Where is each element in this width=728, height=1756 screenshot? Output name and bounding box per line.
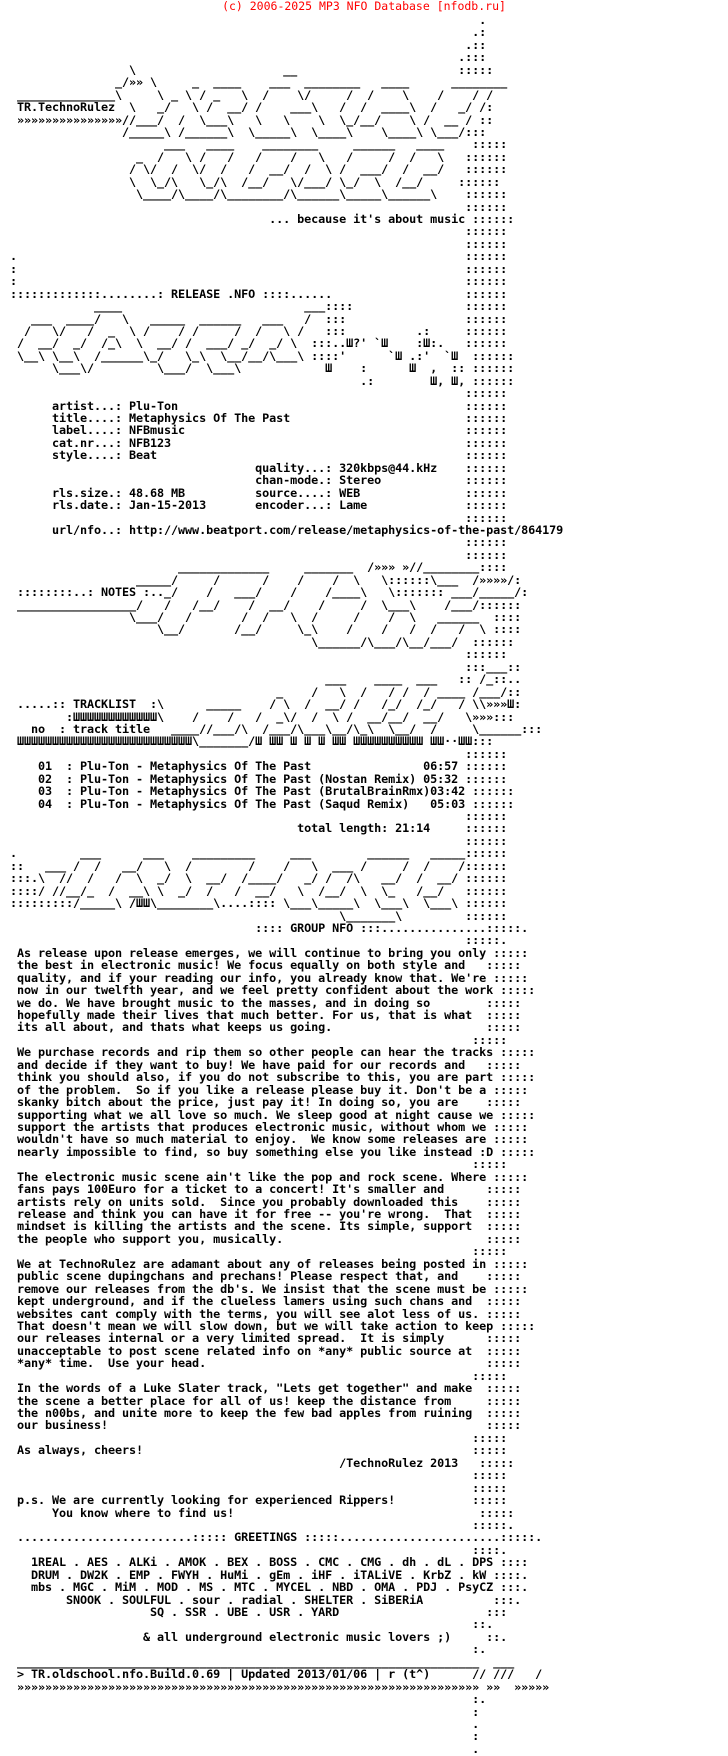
- nfo-line: its all about, and thats what keeps us going. :::::: [10, 1020, 522, 1035]
- nfo-line: :: [10, 1729, 480, 1744]
- nfo-line: quality...: 320kbps@44.kHz ::::::: [10, 460, 508, 475]
- nfo-line: supporting what we all love so much. We sleep good at night cause we :::::: [10, 1107, 536, 1122]
- nfo-line: That doesn't mean we will slow down, but we will take action to keep :::::: [10, 1318, 536, 1333]
- nfo-line: ::::/ //__/_ / __\ \ _/ / / __/ \ /__/ \ \_ /__/ ::::::: [10, 883, 508, 898]
- nfo-line: As always, cheers! :::::: [10, 1443, 508, 1458]
- nfo-line: cat.nr...: NFB123 ::::::: [10, 435, 508, 450]
- nfo-text-body: [10, 14, 563, 1755]
- nfo-line: and decide if they want to buy! We have paid for our records and :::::: [10, 1057, 522, 1072]
- nfo-line: DRUM . DW2K . EMP . FWYH . HuMi . gEm . iHF . iTALiVE . KrbZ . kW ::::.: [10, 1567, 529, 1582]
- nfo-line: »»»»»»»»»»»»»»»//___/ / \___\ \ \ \ \_/__/ \ / __ / ::: [10, 112, 494, 127]
- nfo-line: 03 : Plu-Ton - Metaphysics Of The Past (BrutalBrainRmx)03:42 ::::::: [10, 784, 515, 799]
- nfo-line: / \/ / _ \ / / / / / \ / ::: .: ::::::: [10, 323, 508, 338]
- nfo-line: \___/ / / / \ / / / \ ______ ::::: [10, 610, 522, 624]
- nfo-line: \ __ :::::: [10, 62, 494, 77]
- nfo-line: our business! :::::: [10, 1418, 522, 1433]
- nfo-line: ___ ____ ___ :: /_::..: [10, 672, 522, 687]
- nfo-line: :::.\ // / / \ _/ \ __/ /____/ _/ / /\ __/ / __/ ::::::: [10, 871, 508, 886]
- nfo-line: 01 : Plu-Ton - Metaphysics Of The Past 06:57 ::::::: [10, 759, 508, 774]
- nfo-line: In the words of a Luke Slater track, "Lets get together" and make :::::: [10, 1381, 522, 1396]
- nfo-line: \__/ /__/ \_\ / / / / / \ ::::: [10, 622, 522, 637]
- nfo-line: ::.: [10, 1617, 494, 1632]
- nfo-line: > TR.oldschool.nfo.Build.0.69 | Updated 2013/01/06 | r (t^) // /// /: [10, 1667, 543, 1682]
- nfo-line: : ::::::: [10, 261, 508, 276]
- nfo-line: support the artists that produces electronic music, without whom we :::::: [10, 1119, 529, 1134]
- nfo-line: ____ ___:::: ::::::: [10, 299, 508, 314]
- nfo-line: :.: [10, 1692, 487, 1707]
- nfo-line: ___ ____ ________ ______ ____ :::::: [10, 137, 508, 152]
- nfo-line: ___ ____/ \ _____ ______ ___ / ::: ::::::: [10, 311, 508, 326]
- nfo-line: style....: Beat ::::::: [10, 448, 508, 463]
- nfo-line: url/nfo..: http://www.beatport.com/release/metaphysics-of-the-past/864179: [10, 522, 564, 537]
- nfo-line: You know where to find us! :::::: [10, 1505, 515, 1520]
- nfo-line: ::::::::..: NOTES :.._/ / ___/ / /____\ \::::::: ___/_____/:: [10, 585, 529, 600]
- nfo-line: _/»» \ _ ____ ___ ________ ____ ________: [10, 75, 508, 90]
- nfo-line: /TechnoRulez 2013 :::::: [10, 1455, 515, 1470]
- nfo-line: / \/ / \/ / / __/ / \ / ___/ / __/ ::::::: [10, 162, 508, 177]
- nfo-line: / __/ _/ /_\ \ __/ / ___/ _/ _/ \ :::..Ш?' `Ш :Ш:. ::::::: [10, 336, 508, 351]
- nfo-line: .: [10, 1741, 480, 1756]
- nfo-line: artists rely on units sold. Since you probably downloaded this :::::: [10, 1194, 522, 1209]
- nfo-line: remove our releases from the db's. We insist that the scene must be :::::: [10, 1281, 529, 1296]
- nfo-line: »»»»»»»»»»»»»»»»»»»»»»»»»»»»»»»»»»»»»»»»»»»»»»»»»»»»»»»»»»»»»»»»»» »» »»»»»: [10, 1679, 550, 1694]
- nfo-line: ... because it's about music ::::::: [10, 212, 515, 226]
- nfo-line: .....:: TRACKLIST :\ _____ / \ / __/ / /_/ /_/ / \\»»»Ш:: [10, 697, 522, 712]
- nfo-line: ::::::: [10, 199, 508, 214]
- nfo-line: ::::::: [10, 833, 508, 848]
- nfo-line: ::::::: [10, 224, 508, 239]
- nfo-line: ::::::: [10, 386, 508, 401]
- nfo-line: :::::: [10, 1368, 508, 1383]
- nfo-line: artist...: Plu-Ton ::::::: [10, 398, 508, 413]
- nfo-line: the best in electronic music! We focus equally on both style and :::::: [10, 958, 522, 973]
- nfo-line: _ / \ / / / / \ / / / \ ::::::: [10, 149, 508, 164]
- nfo-line: ШШШШШШШШШШШШШШШШШШШШШШШШШ\_______/Ш ШШ Ш Ш Ш ШШ ШШШШШШШШШШ ШШ··ШШ:::: [10, 734, 494, 749]
- nfo-line: TR.TechnoRulez \ _/ \ / __/ / ___\ / / ____\ / _/ /:: [10, 100, 494, 115]
- nfo-line: p.s. We are currently looking for experienced Rippers! :::::: [10, 1493, 508, 1508]
- nfo-line: ::::::: [10, 647, 508, 662]
- nfo-line: :.: [10, 1642, 487, 1657]
- nfo-line: ::::::: [10, 746, 508, 761]
- nfo-line: .:: [10, 25, 487, 40]
- nfo-line: :::::: [10, 1157, 508, 1172]
- nfo-line: .........................::::: GREETINGS :::::.......................:::::.: [10, 1530, 543, 1545]
- nfo-line: :::::.: [10, 933, 508, 948]
- nfo-line: rls.size.: 48.68 MB source....: WEB ::::::: [10, 485, 508, 500]
- nfo-line: :: [10, 1704, 480, 1719]
- nfo-line: \ \_/\ \_/\ /__/ \/___/ \_/ \ /__/ ::::::: [10, 174, 501, 189]
- nfo-line: \_______\ ::::::: [10, 908, 508, 923]
- nfo-line: 04 : Plu-Ton - Metaphysics Of The Past (Saqud Remix) 05:03 ::::::: [10, 796, 515, 811]
- nfo-line: . ::::::: [10, 249, 508, 264]
- nfo-line: *any* time. Use your head. :::::: [10, 1356, 522, 1371]
- nfo-line: As release upon release emerges, we will continue to bring you only :::::: [10, 945, 529, 960]
- nfo-line: ::::::: [10, 547, 508, 562]
- nfo-line: :::::: [10, 1430, 508, 1445]
- nfo-line: :::::::::/_____\ /ШШ\________\....:::: \___\_____\ \___\ \___\ ::::::: [10, 896, 508, 911]
- nfo-line: ::::.: [10, 1542, 508, 1557]
- nfo-line: SQ . SSR . UBE . USR . YARD :::: [10, 1605, 508, 1619]
- nfo-line: :::::: [10, 1480, 508, 1495]
- nfo-line: release and think you can have it for free -- you're wrong. That :::::: [10, 1207, 522, 1221]
- nfo-line: \___\/ \___/ \___\ Ш : Ш , :: ::::::: [10, 361, 515, 376]
- nfo-line: & all underground electronic music lovers ;) ::.: [10, 1629, 508, 1644]
- nfo-line: .:::: [10, 50, 487, 65]
- nfo-line: label....: NFBmusic ::::::: [10, 423, 508, 438]
- nfo-line: kept underground, and if the clueless lamers using such chans and :::::: [10, 1294, 522, 1309]
- nfo-line: chan-mode.: Stereo ::::::: [10, 473, 508, 488]
- nfo-line: _________________/ / /__/ / __/ / / \___\ /___/::::::: [10, 597, 522, 612]
- nfo-line: rls.date.: Jan-15-2013 encoder...: Lame ::::::: [10, 498, 508, 513]
- nfo-line: :ШШШШШШШШШШШШ\ / / / _\/ / \ / __/__/ __/ \»»»:::: [10, 709, 515, 724]
- nfo-line: 02 : Plu-Ton - Metaphysics Of The Past (Nostan Remix) 05:32 ::::::: [10, 771, 508, 786]
- nfo-line: wouldn't have so much material to enjoy. We know some releases are :::::: [10, 1132, 529, 1147]
- nfo-line: :::::.: [10, 1517, 515, 1532]
- nfo-line: total length: 21:14 ::::::: [10, 821, 508, 836]
- nfo-line: _____________ _______ /»»» »//________::::: [10, 560, 508, 575]
- nfo-line: the n00bs, and unite more to keep the few bad apples from ruining :::::: [10, 1406, 522, 1420]
- nfo-line: \______/\___/\__/___/ ::::::: [10, 634, 515, 649]
- nfo-line: We at TechnoRulez are adamant about any of releases being posted in :::::: [10, 1256, 529, 1271]
- nfo-line: the people who support you, musically. :::::: [10, 1231, 522, 1246]
- nfo-line: \____/\____/\________/\______\_____\______\ ::::::: [10, 187, 508, 202]
- nfo-line: :::::::::::::........: RELEASE .NFO ::::...... ::::::: [10, 286, 508, 301]
- nfo-line: ::::::: [10, 236, 508, 251]
- nfo-line: _____/ / / / / \ \::::::\___ /»»»»/:: [10, 572, 522, 587]
- nfo-line: .::: [10, 37, 487, 52]
- nfo-line: fans pays 100Euro for a ticket to a concert! It's smaller and :::::: [10, 1182, 522, 1197]
- nfo-line: no : track title ____//___/\ /___/\___\__/\_\ \__/ / \______:::: [10, 721, 543, 736]
- nfo-line: unacceptable to post scene related info on *any* public source at :::::: [10, 1343, 522, 1358]
- nfo-line: ______________\ \ _ \ / _ \ / \/ / / \ / / /: [10, 87, 494, 102]
- nfo-line: /_____\ /______\ \_____\ \____\ \____\ \___/:::: [10, 124, 487, 139]
- nfo-line: nearly impossible to find, so buy something else you like instead :D :::::: [10, 1144, 536, 1159]
- nfo-line: ::::::: [10, 510, 508, 525]
- nfo-line: public scene dupingchans and prechans! Please respect that, and :::::: [10, 1269, 522, 1284]
- nfo-line: websites cant comply with the terms, you will see alot less of us. :::::: [10, 1306, 522, 1321]
- nfo-line: title....: Metaphysics Of The Past ::::::: [10, 411, 508, 425]
- nfo-line: now in our twelfth year, and we feel pretty confident about the work :::::: [10, 983, 536, 998]
- nfo-line: hopefully made their lives that much better. For us, that is what :::::: [10, 1008, 522, 1022]
- nfo-line: mindset is killing the artists and the scene. Its simple, support :::::: [10, 1219, 522, 1234]
- nfo-line: :::___::: [10, 659, 522, 674]
- nfo-line: . ___ ___ _________ ___ ______ _____::::::: [10, 846, 508, 861]
- nfo-line: our releases internal or a very limited spread. It is simply :::::: [10, 1331, 522, 1346]
- nfo-line: :::: GROUP NFO :::...............:::::.: [10, 920, 529, 935]
- nfo-line: 1REAL . AES . ALKi . AMOK . BEX . BOSS . CMC . CMG . dh . dL . DPS ::::: [10, 1555, 529, 1570]
- nfo-line: We purchase records and rip them so other people can hear the tracks :::::: [10, 1045, 536, 1060]
- nfo-line: .: [10, 13, 487, 27]
- nfo-line: quality, and if your reading our info, you already know that. We're :::::: [10, 970, 529, 985]
- nfo-line: : ::::::: [10, 274, 508, 289]
- nfo-line: we do. We have brought music to the masses, and in doing so :::::: [10, 995, 522, 1010]
- nfo-line: \__\ \__\ /______\_/ \_\ \__/__/\___\ ::::' `Ш .:' `Ш ::::::: [10, 348, 515, 363]
- nfo-line: think you should also, if you do not subscribe to this, you are part :::::: [10, 1070, 536, 1085]
- nfo-line: __________________________________________________________________ ___: [10, 1654, 515, 1669]
- nfo-line: :::::: [10, 1468, 508, 1483]
- nfo-line: _ / \ / / / / ____ /___/::: [10, 684, 522, 699]
- nfo-line: skanky bitch about the price, just pay it! In doing so, you are :::::: [10, 1095, 522, 1110]
- nfodb-header-link[interactable]: (c) 2006-2025 MP3 NFO Database [nfodb.ru]: [222, 0, 506, 13]
- nfo-line: of the problem. So if you like a release please buy it. Don't be a :::::: [10, 1082, 529, 1097]
- nfo-line: .: Ш, Ш, ::::::: [10, 373, 515, 388]
- nfo-line: ::::::: [10, 535, 508, 550]
- nfo-line: .: [10, 1716, 480, 1731]
- nfo-line: :: ___ / / __/ \ / / / \ ___ / / / /::::::: [10, 858, 508, 873]
- nfo-line: SNOOK . SOULFUL . sour . radial . SHELTER . SiBERiA :::.: [10, 1592, 522, 1607]
- nfo-line: :::::: [10, 1032, 508, 1047]
- nfo-line: the scene a better place for all of us! keep the distance from :::::: [10, 1393, 522, 1408]
- nfo-line: :::::: [10, 1244, 508, 1259]
- nfo-line: The electronic music scene ain't like the pop and rock scene. Where :::::: [10, 1169, 529, 1184]
- nfo-line: mbs . MGC . MiM . MOD . MS . MTC . MYCEL . NBD . OMA . PDJ . PsyCZ :::.: [10, 1580, 529, 1595]
- nfo-line: ::::::: [10, 809, 508, 823]
